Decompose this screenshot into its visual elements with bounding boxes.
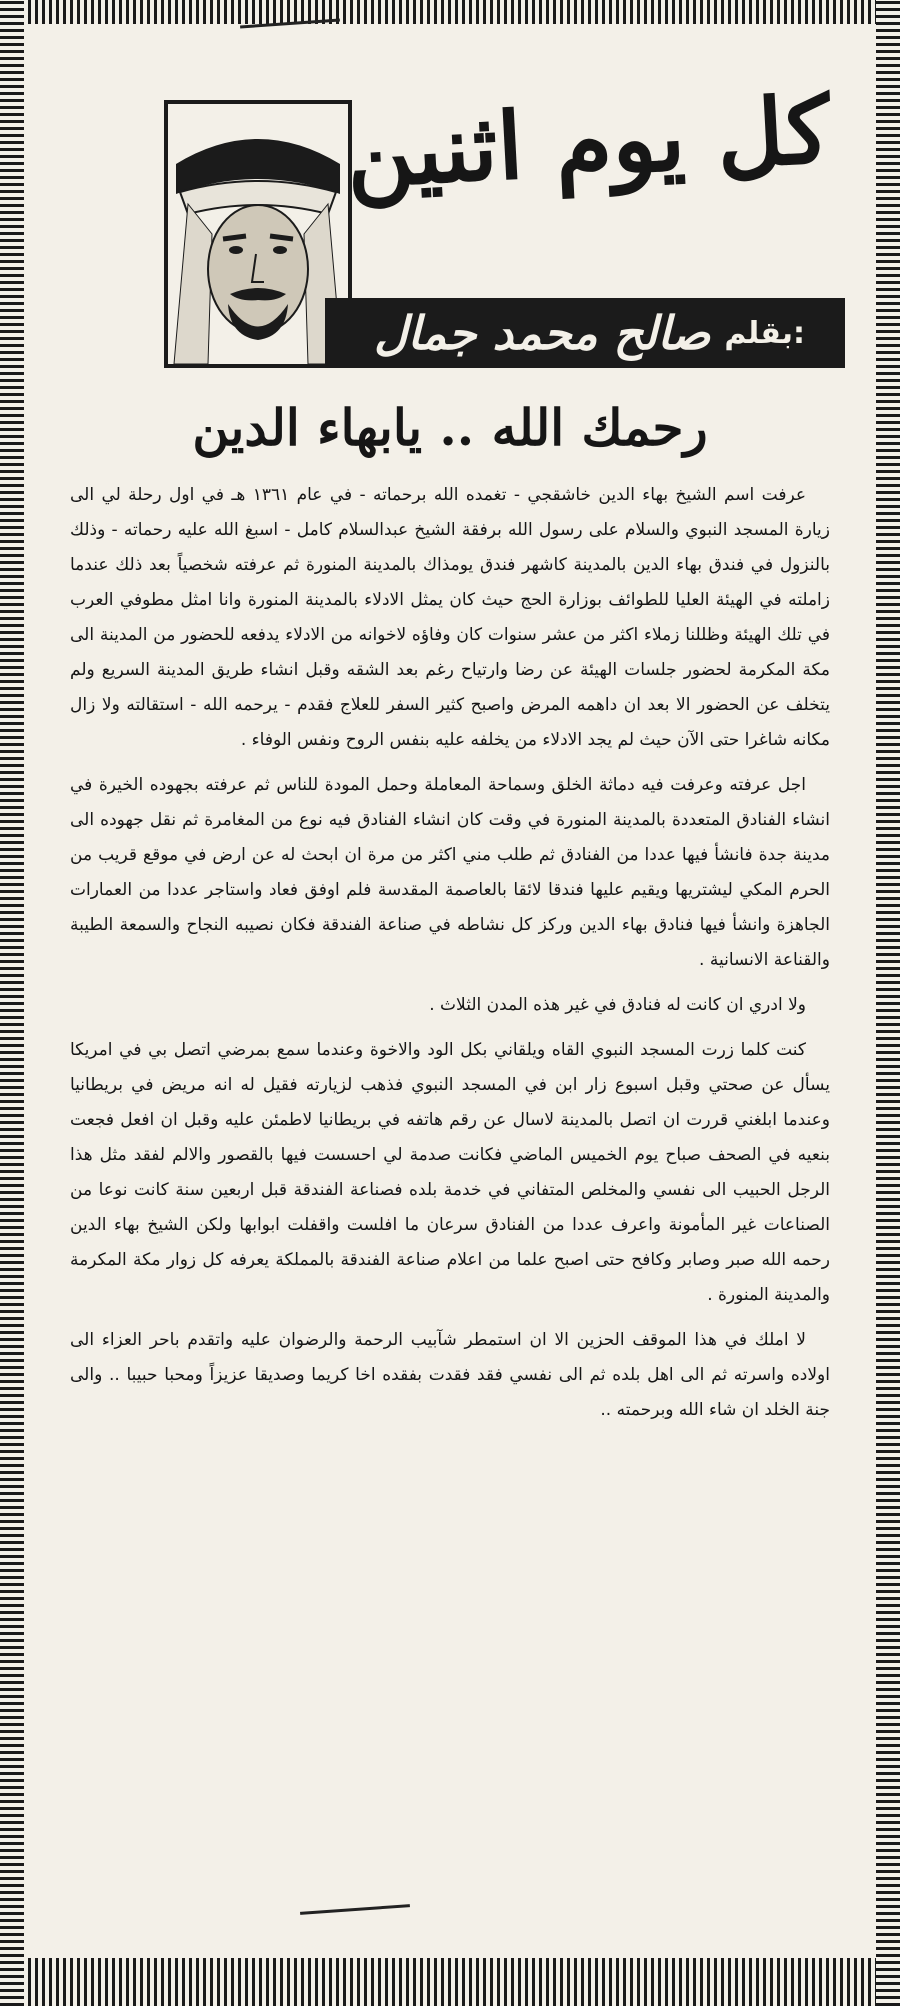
author-portrait-image xyxy=(168,104,348,364)
byline-bar xyxy=(325,298,845,368)
column-header xyxy=(130,68,870,364)
paragraph: ولا ادري ان كانت له فنادق في غير هذه المدن الثلاث . xyxy=(429,995,806,1015)
clipping-content xyxy=(30,28,870,1952)
author-name: صالح محمد جمال xyxy=(374,306,711,360)
hatched-border-top xyxy=(0,0,900,24)
paragraph: لا املك في هذا الموقف الحزين الا ان استمطر شآبيب الرحمة والرضوان عليه واتقدم باحر العزاء الى اولاده واسرته ثم الى اهل بلده ثم الى نفسي فقد فقدت بفقده اخا كريما وصديقا عزيزاً ومحبا حبيبا .. والى جنة الخلد ان شاء الله وبرحمته .. xyxy=(70,1330,830,1420)
paragraph: اجل عرفته وعرفت فيه دماثة الخلق وسماحة المعاملة وحمل المودة للناس ثم عرفته بجهوده الخيرة في انشاء الفنادق المتعددة بالمدينة المنورة في وقت كان انشاء الفنادق فيه نوع من المغامرة ثم نقل جهوده الى مدينة جدة فانشأ فيها عددا من الفنادق ثم طلب مني اكثر من مرة ان ابحث له عن ارض في موقع قريب من الحرم المكي ليشتريها ويقيم عليها فندقا لائقا بالعاصمة المقدسة فلم اوفق فعاد واستاجر عددا من العمارات الجاهزة وانشأ فيها فنادق بهاء الدين وركز كل نشاطه في صناعة الفندقة فكان نصيبه النجاح والسمعة الطيبة والقناعة الانسانية . xyxy=(70,775,830,970)
article-headline: رحمك الله .. يابهاء الدين xyxy=(192,398,708,457)
paragraph: كنت كلما زرت المسجد النبوي القاه ويلقاني بكل الود والاخوة وعندما سمع بمرضي اتصل بي في امريكا يسأل عن صحتي وقبل اسبوع زار ابن في المسجد النبوي فذهب لزيارته فقيل له انه مريض في بريطانيا وعندما ابلغني قررت ان اتصل بالمدينة لاسال عن رقم هاتفه في بريطانيا لاطمئن عليه وقبل ان افعل فجعت بنعيه في الصحف صباح يوم الخميس الماضي فكانت صدمة لي احسست فيها بالقصور والالم لفقد مثل هذا الرجل الحبيب الى نفسي والمخلص المتفاني في خدمة بلده فصناعة الفندقة قبل اربعين سنة كانت نوعا من الصناعات غير المأمونة واعرف عددا من الفنادق سرعان ما افلست واقفلت ابوابها ولكن الشيخ بهاء الدين رحمه الله صبر وصابر وكافح حتى اصبح علما من اعلام صناعة الفندقة بالمملكة يعرفه كل زوار مكة المكرمة والمدينة المنورة . xyxy=(70,1040,830,1305)
hatched-border-left xyxy=(0,0,24,2006)
byline-prefix: بقلم: xyxy=(724,315,805,351)
hatched-border-bottom xyxy=(0,1958,900,2006)
author-portrait xyxy=(164,100,352,368)
pen-mark-bottom xyxy=(300,1904,410,1915)
hatched-border-right xyxy=(876,0,900,2006)
paragraph: عرفت اسم الشيخ بهاء الدين خاشقجي - تغمده الله برحماته - في عام ١٣٦١ هـ في اول رحلة لي الى زيارة المسجد النبوي والسلام على رسول الله برفقة الشيخ عبدالسلام كامل - اسبغ الله عليه رحماته - وذلك بالنزول في فندق بهاء الدين بالمدينة كاشهر فندق يومذاك بالمدينة المنورة ثم عرفته شخصياً بعد ذلك عندما زاملته في الهيئة العليا للطوائف بوزارة الحج حيث كان يمثل الادلاء بالمدينة المنورة وانا امثل مطوفي العرب في تلك الهيئة وظللنا زملاء اكثر من عشر سنوات كان وفاؤه لاخوانه من الادلاء يدفعه للحضور من المدينة الى مكة المكرمة لحضور جلسات الهيئة عن رضا وارتياح رغم بعد الشقه وقبل انشاء طريق المدينة السريع ولم يتخلف عن الحضور الا بعد ان داهمه المرض واصبح كثير السفر للعلاج فقدم - يرحمه الله - استقالته ولا زال مكانه شاغرا حتى الآن حيث لم يجد الادلاء من يخلفه عليه بنفس الروح ونفس الوفاء . xyxy=(70,485,830,750)
column-title: كل يوم اثنين xyxy=(343,75,833,209)
article-body xyxy=(70,478,830,1438)
